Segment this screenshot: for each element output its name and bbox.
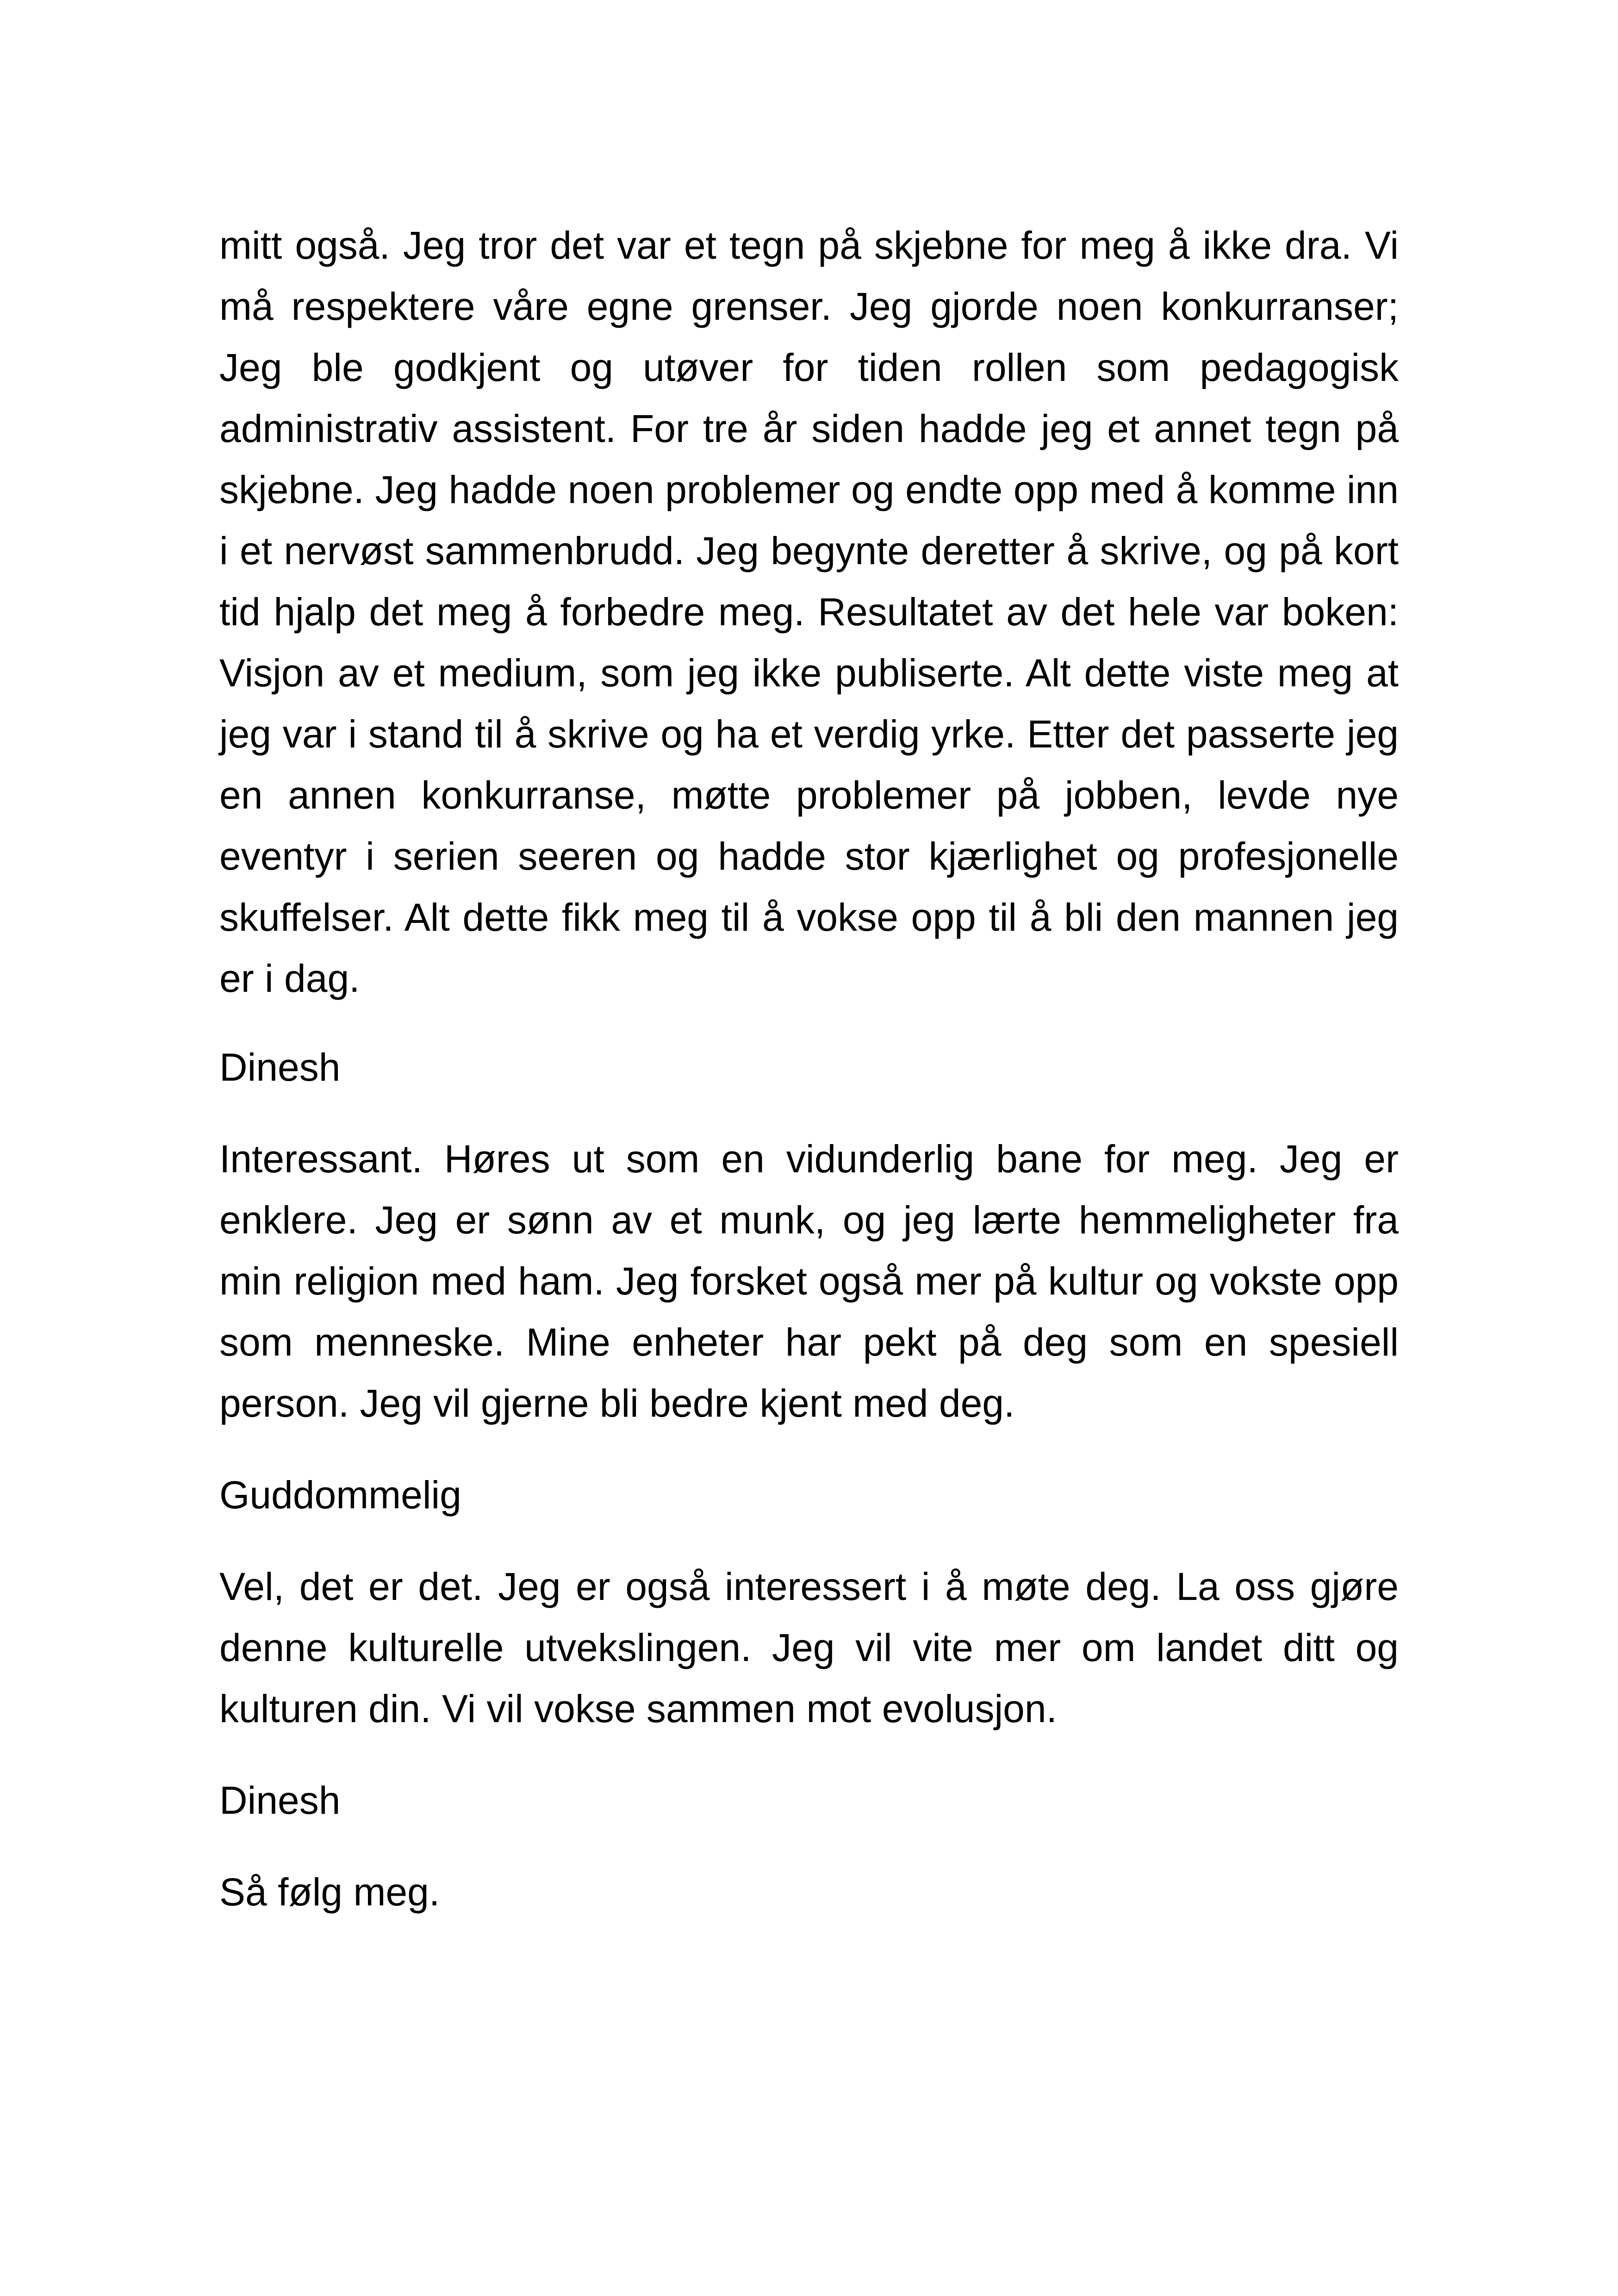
paragraph-dialogue: Så følg meg.	[219, 1870, 440, 1914]
document-body	[219, 215, 1399, 1923]
paragraph-dialogue: Vel, det er det. Jeg er også interessert i å møte deg. La oss gjøre denne kulturelle utvekslingen. Jeg vil vite mer om landet ditt og kulturen din. Vi vil vokse sammen mot evolusjon.	[219, 1565, 1399, 1730]
speaker-name: Dinesh	[219, 1779, 341, 1822]
speaker-name: Dinesh	[219, 1045, 341, 1089]
speaker-name: Guddommelig	[219, 1473, 461, 1517]
paragraph-narration: mitt også. Jeg tror det var et tegn på skjebne for meg å ikke dra. Vi må respektere våre egne grenser. Jeg gjorde noen konkurranser; Jeg ble godkjent og utøver for tiden rollen som pedagogisk administrativ assistent. For tre år siden hadde jeg et annet tegn på skjebne. Jeg hadde noen problemer og endte opp med å komme inn i et nervøst sammenbrudd. Jeg begynte deretter å skrive, og på kort tid hjalp det meg å forbedre meg. Resultatet av det hele var boken: Visjon av et medium, som jeg ikke publiserte. Alt dette viste meg at jeg var i stand til å skrive og ha et verdig yrke. Etter det passerte jeg en annen konkurranse, møtte problemer på jobben, levde nye eventyr i serien seeren og hadde stor kjærlighet og profesjonelle skuffelser. Alt dette fikk meg til å vokse opp til å bli den mannen jeg er i dag.	[219, 224, 1399, 1000]
paragraph-dialogue: Interessant. Høres ut som en vidunderlig bane for meg. Jeg er enklere. Jeg er sønn av et munk, og jeg lærte hemmeligheter fra min religion med ham. Jeg forsket også mer på kultur og vokste opp som menneske. Mine enheter har pekt på deg som en spesiell person. Jeg vil gjerne bli bedre kjent med deg.	[219, 1137, 1399, 1425]
